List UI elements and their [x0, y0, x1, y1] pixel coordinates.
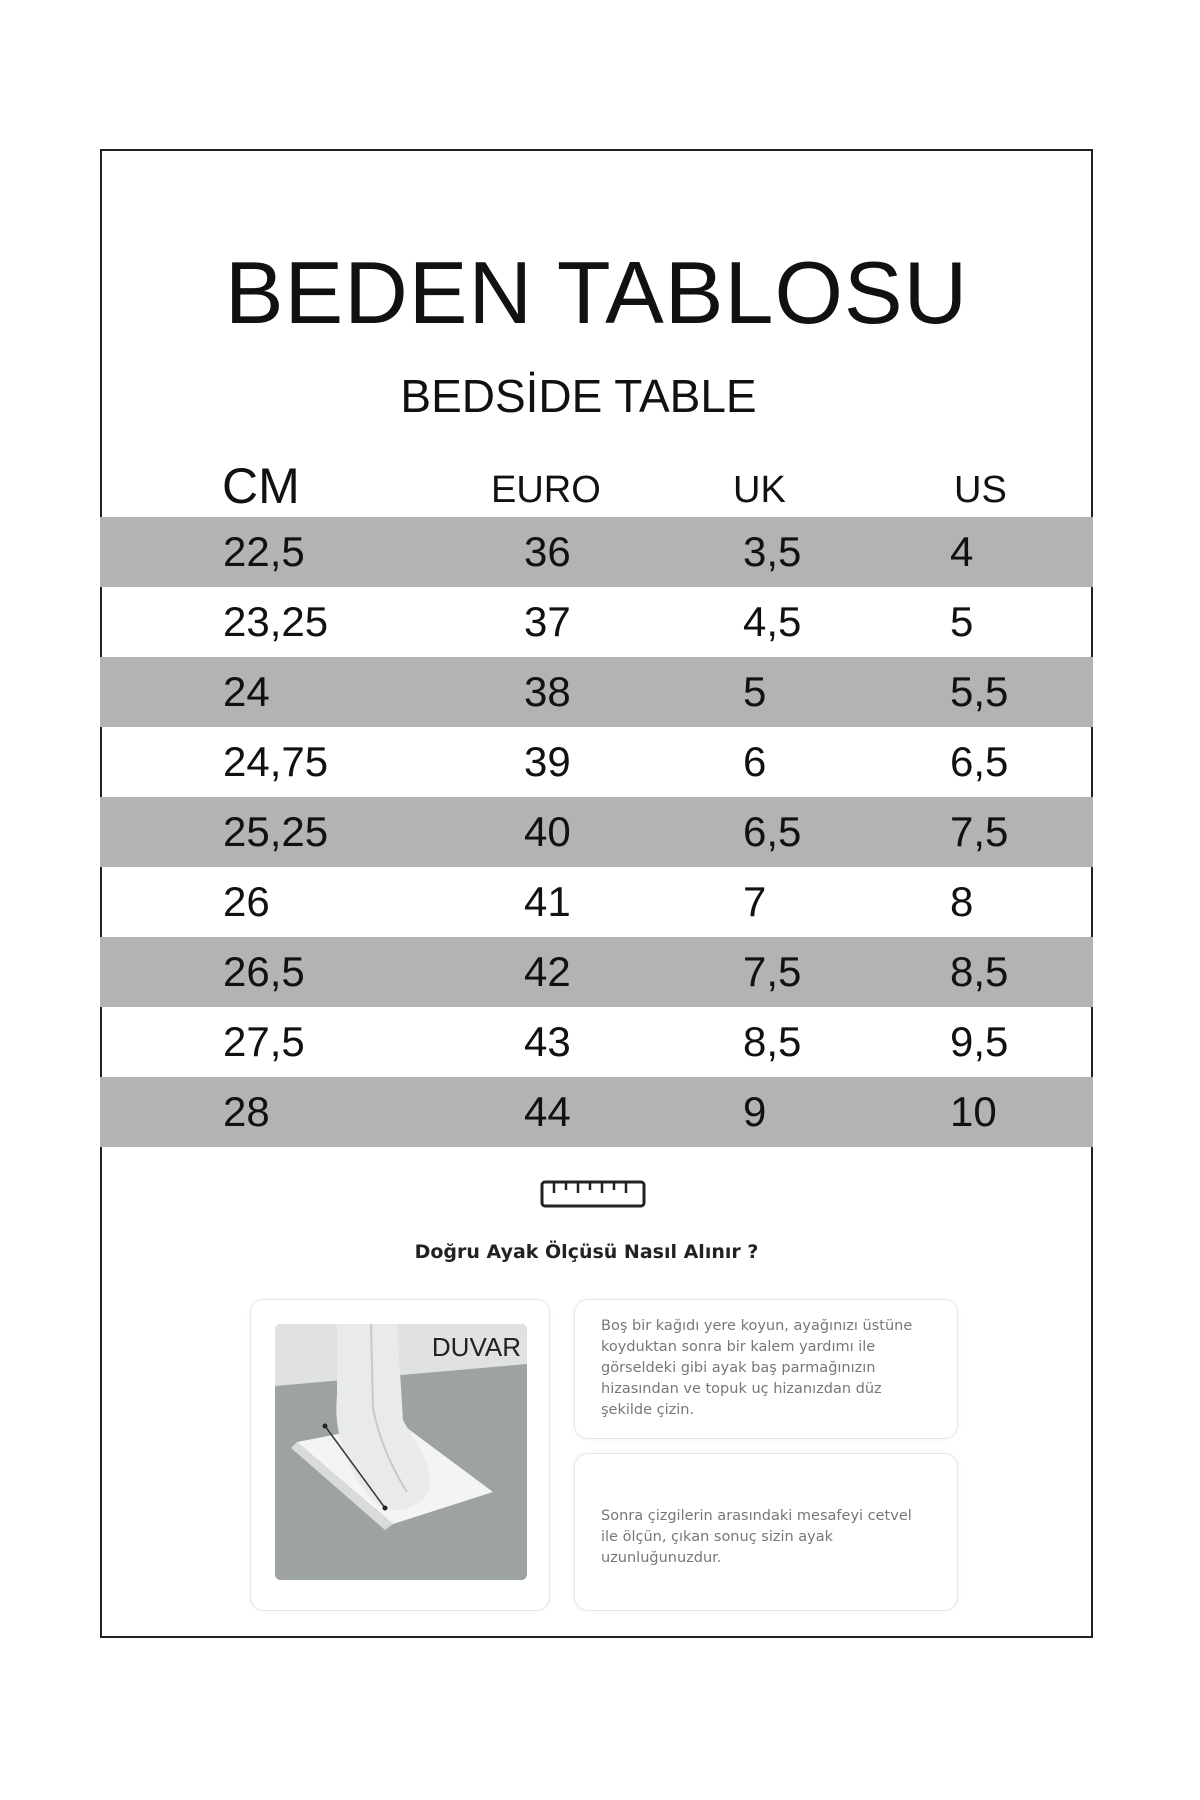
cell-us: 4 [950, 528, 974, 575]
table-row [100, 1077, 1093, 1147]
table-row [100, 797, 1093, 867]
foot-measure-image-card [250, 1299, 550, 1611]
cell-euro: 42 [524, 948, 571, 995]
cell-cm: 26 [223, 878, 270, 925]
cell-cm: 24,75 [223, 738, 329, 785]
cell-cm: 25,25 [223, 808, 329, 855]
cell-euro: 38 [524, 668, 571, 715]
size-table [100, 517, 1093, 1147]
cell-uk: 7 [743, 878, 767, 925]
cell-euro: 39 [524, 738, 571, 785]
measure-instructions-title-text: Doğru Ayak Ölçüsü Nasıl Alınır ? [414, 1241, 759, 1263]
table-row [100, 937, 1093, 1007]
cell-cm: 27,5 [223, 1018, 305, 1065]
cell-cm: 26,5 [223, 948, 305, 995]
cell-uk: 9 [743, 1088, 767, 1135]
cell-euro: 44 [524, 1088, 571, 1135]
cell-cm: 23,25 [223, 598, 329, 645]
cell-us: 8 [950, 878, 974, 925]
table-row [100, 587, 1093, 657]
cell-us: 10 [950, 1088, 997, 1135]
column-header-uk: UK [733, 469, 786, 511]
cell-uk: 5 [743, 668, 767, 715]
column-header-cm: CM [222, 458, 300, 514]
ruler-icon [540, 1179, 646, 1209]
cell-uk: 6,5 [743, 808, 802, 855]
table-row [100, 517, 1093, 587]
cell-euro: 41 [524, 878, 571, 925]
foot-on-paper-image [275, 1324, 527, 1580]
instruction-text-2: Sonra çizgilerin arasındaki mesafeyi cetvel ile ölçün, çıkan sonuç sizin ayak uzunluğunuzdur. [601, 1508, 912, 1566]
instruction-card-2 [574, 1453, 958, 1611]
cell-uk: 6 [743, 738, 767, 785]
instruction-card-1 [574, 1299, 958, 1439]
cell-euro: 36 [524, 528, 571, 575]
instruction-text-1: Boş bir kağıdı yere koyun, ayağınızı üstüne koyduktan sonra bir kalem yardımı ile görseldeki gibi ayak baş parmağınızın hizasından ve topuk uç hizanızdan düz şekilde çizin. [601, 1318, 913, 1418]
column-header-us: US [954, 469, 1007, 511]
cell-uk: 4,5 [743, 598, 802, 645]
column-header-euro: EURO [491, 469, 601, 511]
table-row [100, 657, 1093, 727]
table-row [100, 867, 1093, 937]
cell-us: 8,5 [950, 948, 1009, 995]
cell-euro: 43 [524, 1018, 571, 1065]
cell-euro: 37 [524, 598, 571, 645]
measure-instructions-title [102, 1241, 1091, 1263]
cell-euro: 40 [524, 808, 571, 855]
cell-us: 9,5 [950, 1018, 1009, 1065]
table-header [102, 451, 1091, 514]
cell-us: 5,5 [950, 668, 1009, 715]
page-title: BEDEN TABLOSU [224, 243, 969, 342]
cell-cm: 24 [223, 668, 270, 715]
table-row [100, 1007, 1093, 1077]
cell-us: 6,5 [950, 738, 1009, 785]
cell-cm: 22,5 [223, 528, 305, 575]
cell-us: 7,5 [950, 808, 1009, 855]
cell-cm: 28 [223, 1088, 270, 1135]
cell-uk: 3,5 [743, 528, 802, 575]
wall-label: DUVAR [431, 1332, 521, 1362]
subtitle-text: BEDSİDE TABLE [400, 370, 757, 422]
cell-us: 5 [950, 598, 974, 645]
size-chart-frame [100, 149, 1093, 1638]
cell-uk: 8,5 [743, 1018, 802, 1065]
page-subtitle [102, 370, 1091, 422]
table-row [100, 727, 1093, 797]
cell-uk: 7,5 [743, 948, 802, 995]
